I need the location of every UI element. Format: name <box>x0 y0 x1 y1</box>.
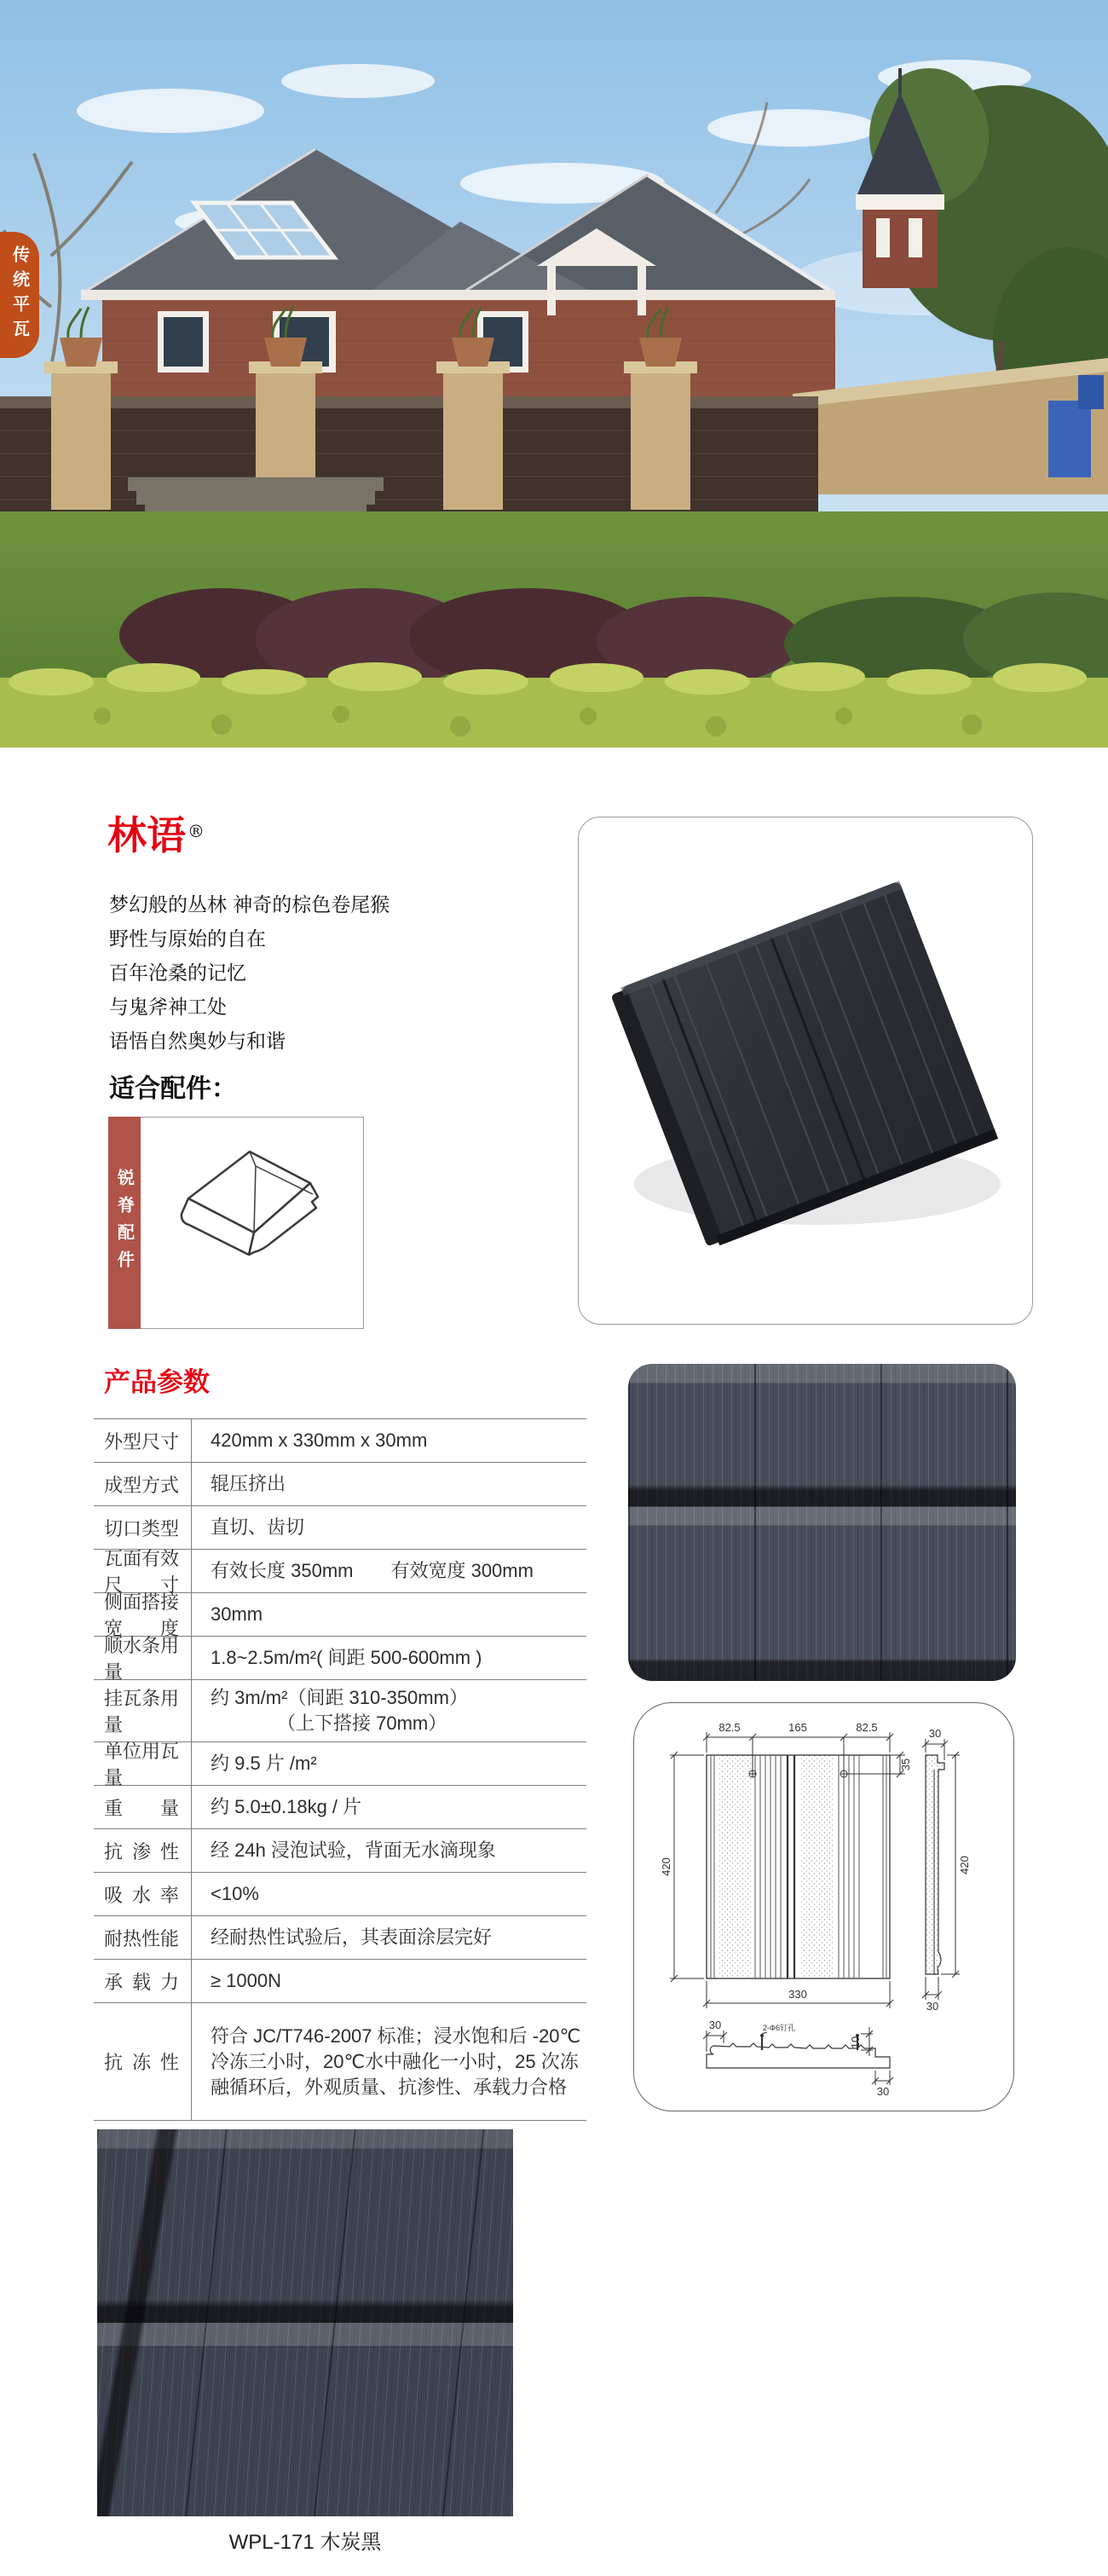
table-row: 外型尺寸 420mm x 330mm x 30mm <box>94 1419 586 1463</box>
accessories-heading: 适合配件： <box>109 1075 237 1103</box>
table-row: 成型方式 辊压挤出 <box>94 1463 586 1506</box>
dim-420-left <box>670 1752 704 1982</box>
poem-line: 野性与原始的自在 <box>109 928 266 950</box>
dim-nail-hole-label: 2-Φ6钉孔 <box>762 2024 796 2032</box>
dim-side-bottom-30 <box>922 1977 942 2000</box>
table-row: 抗渗性 经 24h 浸泡试验，背面无水滴现象 <box>94 1829 586 1873</box>
dim-side-bottom-30-label: 30 <box>926 2000 939 2013</box>
product-poem <box>109 888 390 1059</box>
table-row: 单位用瓦量 约 9.5 片 /m² <box>94 1742 586 1786</box>
dim-165: 165 <box>788 1721 807 1734</box>
ridge-accessory-drawing <box>141 1118 363 1328</box>
table-row: 承载力 ≥ 1000N <box>94 1960 586 2003</box>
dim-330-label: 330 <box>788 1988 807 2001</box>
color-sample-caption: WPL-171 木炭黑 <box>228 2531 382 2554</box>
dim-420-right <box>941 1752 960 1978</box>
table-row: 挂瓦条用量 约 3m/m²（间距 310-350mm） （上下搭接 70mm） <box>94 1680 586 1742</box>
tile-dimension-drawing <box>634 1703 1013 2111</box>
hero-villa-photo <box>0 0 1108 748</box>
dim-sec-right-30-label: 30 <box>876 2085 890 2098</box>
table-row: 耐热性能 经耐热性试验后，其表面涂层完好 <box>94 1916 586 1960</box>
dim-420-right-label: 420 <box>958 1856 971 1874</box>
registered-mark: ® <box>188 821 205 841</box>
product-title <box>107 805 205 861</box>
spec-table <box>94 1418 586 2121</box>
dim-82-5-right: 82.5 <box>856 1721 878 1734</box>
table-row: 切口类型 直切、齿切 <box>94 1506 586 1550</box>
dim-sec-right-30 <box>872 2071 893 2085</box>
dim-82-5-left: 82.5 <box>718 1721 741 1734</box>
accessory-label: 锐脊配件 <box>114 1168 134 1278</box>
table-row: 重量 约 5.0±0.18kg / 片 <box>94 1786 586 1829</box>
category-side-tab[interactable] <box>0 232 39 358</box>
tile-photo-art <box>579 817 1032 1324</box>
side-view <box>926 1755 944 1974</box>
dim-35-label: 35 <box>899 1758 912 1771</box>
poem-line: 与鬼斧神工处 <box>109 996 227 1019</box>
dim-sec-10-label: 10 <box>849 2036 862 2049</box>
front-view <box>707 1755 890 1978</box>
product-tile-photo <box>578 817 1033 1325</box>
dim-side-top-30-label: 30 <box>928 1727 942 1740</box>
roof-tiles-photo <box>628 1364 1016 1681</box>
table-row: 瓦面有效尺寸 有效长度 350mm 有效宽度 300mm <box>94 1550 586 1593</box>
table-row: 顺水条用量 1.8~2.5m/m²( 间距 500-600mm ) <box>94 1637 586 1680</box>
category-side-tab-label: 传统平瓦 <box>9 245 29 344</box>
accessory-label-strip <box>108 1117 141 1329</box>
color-sample-photo <box>97 2129 513 2516</box>
hedge-strip <box>0 662 1108 748</box>
dim-420-left-label: 420 <box>660 1857 672 1876</box>
technical-drawing-card <box>633 1702 1014 2111</box>
poem-line: 语悟自然奥妙与和谐 <box>109 1031 286 1053</box>
poem-line: 梦幻般的丛林 神奇的棕色卷尾猴 <box>109 894 390 916</box>
section-view <box>707 2034 890 2068</box>
accessory-card <box>108 1117 364 1329</box>
table-row: 侧面搭接宽度 30mm <box>94 1593 586 1637</box>
poem-line: 百年沧桑的记忆 <box>109 962 246 985</box>
table-row: 抗冻性 符合 JC/T746-2007 标准；浸水饱和后 -20℃ 冷冻三小时，20℃水中融化一小时，25 次冻 融循环后，外观质量、抗渗性、承载力合格 <box>94 2003 586 2121</box>
product-name: 林语 <box>107 812 186 858</box>
table-row: 吸水率 <10% <box>94 1873 586 1916</box>
dim-sec-left-30-label: 30 <box>708 2019 722 2031</box>
params-heading: 产品参数 <box>104 1367 210 1397</box>
